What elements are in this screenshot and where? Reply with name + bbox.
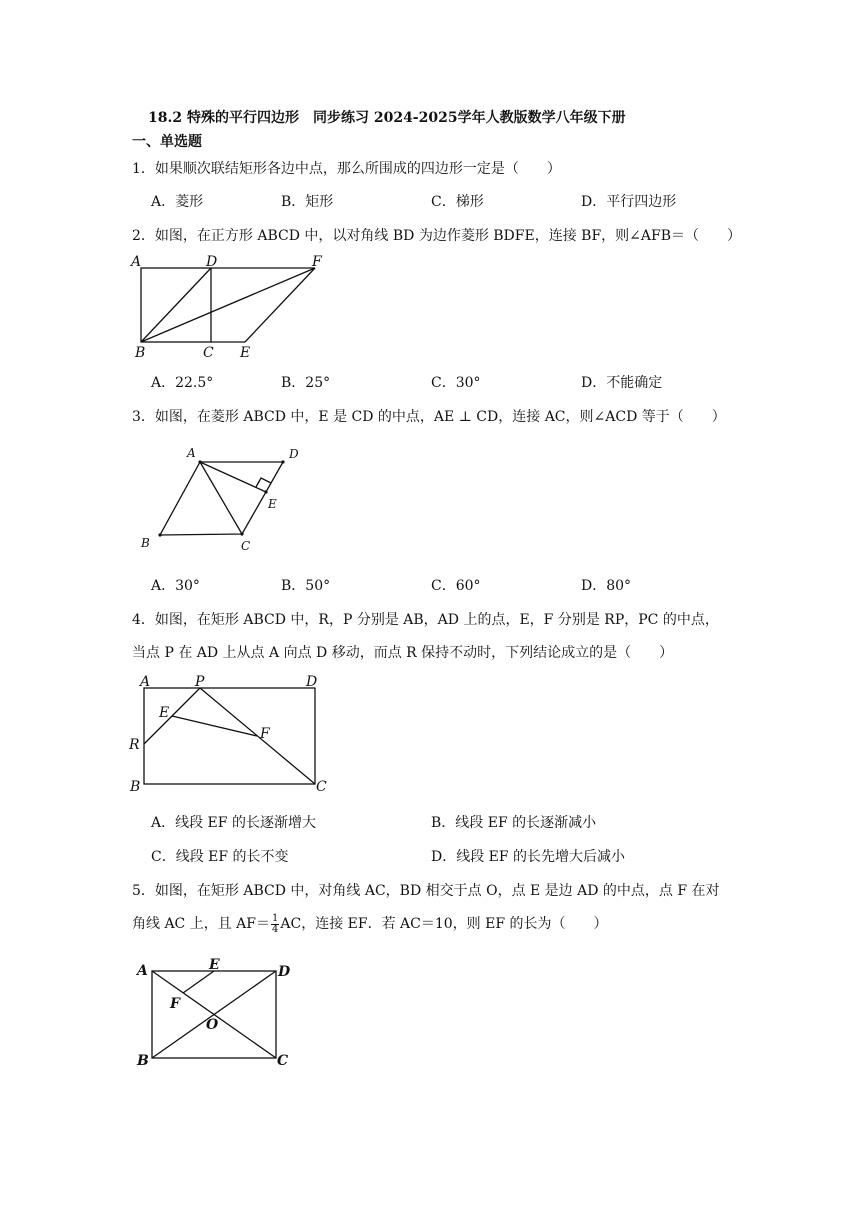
q2-label-a: A	[131, 254, 142, 270]
q4-option-d[interactable]: D．线段 EF 的长先增大后减小	[431, 849, 626, 865]
q4-figure	[126, 670, 341, 800]
q3-option-b[interactable]: B．50°	[281, 578, 331, 594]
q3-label-a: A	[187, 446, 196, 460]
q2-label-d: D	[206, 254, 218, 270]
q4-label-b: B	[130, 779, 141, 795]
q5-label-a: A	[137, 963, 148, 979]
question-3-stem: 3．如图，在菱形 ABCD 中，E 是 CD 的中点，AE ⊥ CD，连接 AC，则∠ACD 等于（ ）	[132, 409, 726, 425]
q4-label-d: D	[306, 674, 318, 690]
section-heading: 一、单选题	[132, 134, 202, 150]
q3-label-e: E	[268, 497, 277, 511]
q2-option-d[interactable]: D．不能确定	[581, 375, 663, 391]
q5-figure	[130, 955, 300, 1070]
q3-label-d: D	[289, 447, 299, 461]
q5-label-e: E	[209, 957, 220, 973]
q5-label-d: D	[278, 964, 291, 980]
q2-label-e: E	[240, 345, 251, 361]
q2-option-b[interactable]: B．25°	[281, 375, 331, 391]
q5-label-c: C	[277, 1053, 289, 1069]
q2-label-c: C	[203, 345, 214, 361]
q1-option-d[interactable]: D．平行四边形	[581, 194, 677, 210]
q3-option-c[interactable]: C．60°	[431, 578, 481, 594]
q4-option-c[interactable]: C．线段 EF 的长不变	[151, 849, 289, 865]
q2-figure	[128, 250, 338, 365]
q5-label-f: F	[170, 996, 180, 1012]
q3-label-b: B	[141, 536, 150, 550]
q4-label-a: A	[140, 674, 151, 690]
q3-figure	[135, 440, 310, 560]
q4-label-p: P	[195, 674, 205, 690]
question-2-stem: 2．如图，在正方形 ABCD 中，以对角线 BD 为边作菱形 BDFE，连接 BF，则∠AFB＝（ ）	[132, 228, 742, 244]
q1-option-b[interactable]: B．矩形	[281, 194, 334, 210]
q5-fraction-numerator: 1	[272, 912, 279, 924]
q2-option-c[interactable]: C．30°	[431, 375, 481, 391]
page-title: 18.2 特殊的平行四边形 同步练习 2024-2025学年人教版数学八年级下册	[148, 110, 626, 126]
q4-option-b[interactable]: B．线段 EF 的长逐渐减小	[431, 815, 597, 831]
q4-label-e: E	[159, 705, 170, 721]
question-5-stem-line-1: 5．如图，在矩形 ABCD 中，对角线 AC，BD 相交于点 O，点 E 是边 AD 的中点，点 F 在对	[132, 883, 720, 899]
question-5-stem-line-2	[132, 913, 608, 935]
question-1-stem: 1．如果顺次联结矩形各边中点，那么所围成的四边形一定是（ ）	[132, 161, 561, 177]
q3-option-d[interactable]: D．80°	[581, 578, 632, 594]
q5-fraction-denominator: 4	[272, 923, 279, 935]
q2-label-f: F	[312, 254, 322, 270]
q5-label-b: B	[137, 1053, 149, 1069]
q4-label-c: C	[316, 779, 327, 795]
q5-stem-part-b: AC，连接 EF．若 AC＝10，则 EF 的长为（ ）	[280, 916, 608, 932]
q2-option-a[interactable]: A．22.5°	[151, 375, 214, 391]
q4-label-f: F	[260, 726, 270, 742]
q5-label-o: O	[206, 1017, 219, 1033]
q5-stem-part-a: 角线 AC 上，且 AF＝	[132, 916, 270, 932]
question-4-stem-line-1: 4．如图，在矩形 ABCD 中，R，P 分别是 AB，AD 上的点，E，F 分别是 RP，PC 的中点，	[132, 612, 719, 628]
q4-option-a[interactable]: A．线段 EF 的长逐渐增大	[151, 815, 316, 831]
question-4-stem-line-2: 当点 P 在 AD 上从点 A 向点 D 移动，而点 R 保持不动时，下列结论成立的是（ ）	[132, 645, 674, 661]
q2-label-b: B	[135, 345, 146, 361]
q1-option-c[interactable]: C．梯形	[431, 194, 484, 210]
q4-label-r: R	[129, 737, 140, 753]
q1-option-a[interactable]: A．菱形	[151, 194, 204, 210]
q3-option-a[interactable]: A．30°	[151, 578, 200, 594]
q3-label-c: C	[241, 539, 251, 553]
q5-fraction	[271, 914, 279, 935]
